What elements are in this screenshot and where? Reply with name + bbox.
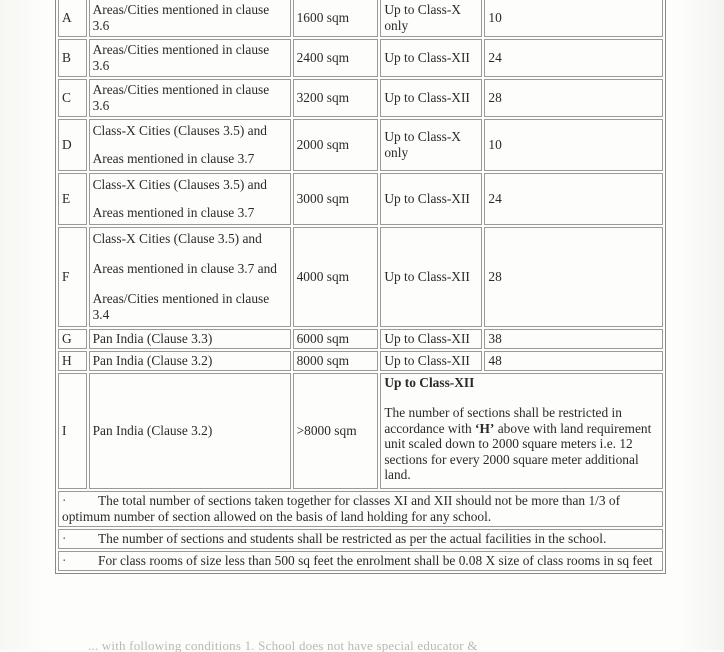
sections-restriction-note — [384, 405, 659, 483]
area-cell — [89, 79, 291, 117]
category-cell: H — [58, 351, 87, 371]
sections-cell: 24 — [484, 39, 663, 77]
table-row — [58, 0, 663, 37]
area-cell: Pan India (Clause 3.2) — [89, 351, 291, 371]
cut-off-footer-text: ... with following conditions 1. School does not have special educator & — [88, 638, 478, 652]
category-cell: A — [58, 0, 87, 37]
area-line: Areas/Cities mentioned in clause — [92, 42, 270, 57]
sections-cell: 10 — [484, 119, 663, 171]
note-text: The number of sections shall be restricted in accordance with — [384, 405, 622, 436]
bullet-icon: · — [62, 531, 67, 546]
classes-line: only — [384, 145, 409, 160]
note-cell — [58, 529, 663, 549]
line-gap — [93, 139, 287, 151]
bullet-icon: · — [62, 553, 67, 568]
line-gap — [93, 247, 287, 261]
classes-label: Up to Class-XII — [384, 375, 475, 390]
area-line: 3.6 — [92, 98, 110, 113]
category-cell: E — [58, 173, 87, 225]
table-row — [58, 79, 663, 117]
area-cell — [89, 0, 291, 37]
area-line: Class-X Cities (Clauses 3.5) and — [92, 123, 267, 138]
bullet-icon: · — [62, 493, 67, 508]
classes-cell: Up to Class-XII — [380, 173, 482, 225]
note-reference: ‘H’ — [475, 420, 495, 436]
land-norms-table — [55, 0, 666, 574]
category-cell: I — [58, 373, 87, 489]
land-cell: 3000 sqm — [293, 173, 379, 225]
area-cell — [89, 119, 291, 171]
table-row — [58, 329, 663, 349]
classes-cell — [380, 0, 482, 37]
area-line: Class-X Cities (Clauses 3.5) and — [92, 177, 267, 192]
note-cell — [58, 551, 663, 571]
sections-cell: 38 — [484, 329, 663, 349]
sections-cell: 48 — [484, 351, 663, 371]
table-row — [58, 119, 663, 171]
land-cell: 2400 sqm — [293, 39, 379, 77]
table-row — [58, 227, 663, 327]
area-line: 3.4 — [92, 307, 110, 322]
land-cell: 2000 sqm — [293, 119, 379, 171]
table-row — [58, 351, 663, 371]
table-row — [58, 39, 663, 77]
line-gap — [93, 193, 287, 205]
land-cell: >8000 sqm — [293, 373, 379, 489]
category-cell: C — [58, 79, 87, 117]
classes-note-cell — [380, 373, 663, 489]
note-text: The number of sections and students shall be restricted as per the actual facilities in the school. — [98, 531, 607, 546]
area-cell: Pan India (Clause 3.2) — [89, 373, 291, 489]
category-cell: D — [58, 119, 87, 171]
note-text: The total number of sections taken together for classes XI and XII should not be more than 1/3 of optimum number of section allowed on the basis of land holding for any school. — [62, 493, 621, 524]
land-cell: 1600 sqm — [293, 0, 379, 37]
sections-cell: 10 — [484, 0, 663, 37]
classes-cell: Up to Class-XII — [380, 351, 482, 371]
area-line: Areas/Cities mentioned in clause — [92, 82, 270, 97]
classes-cell — [380, 119, 482, 171]
area-line: Areas mentioned in clause 3.7 — [92, 205, 255, 220]
note-text: above with land requirement unit scaled down to 2000 square meters i.e. 12 sections for every 2000 square meter additional land. — [384, 420, 652, 483]
table-row — [58, 373, 663, 489]
line-gap — [93, 277, 287, 291]
classes-line: Up to Class-X — [384, 2, 461, 17]
land-cell: 8000 sqm — [293, 351, 379, 371]
sections-cell: 28 — [484, 227, 663, 327]
classes-cell: Up to Class-XII — [380, 79, 482, 117]
sections-cell: 24 — [484, 173, 663, 225]
land-cell: 4000 sqm — [293, 227, 379, 327]
sections-cell: 28 — [484, 79, 663, 117]
area-line: Areas/Cities mentioned in clause — [92, 2, 270, 17]
note-text: For class rooms of size less than 500 sq feet the enrolment shall be 0.08 X size of class rooms in sq feet — [98, 553, 653, 568]
classes-cell: Up to Class-XII — [380, 39, 482, 77]
area-line: 3.6 — [92, 58, 110, 73]
table-row — [58, 173, 663, 225]
category-cell: F — [58, 227, 87, 327]
area-cell — [89, 39, 291, 77]
area-line: Areas mentioned in clause 3.7 and — [92, 261, 277, 276]
area-cell — [89, 173, 291, 225]
area-line: Class-X Cities (Clause 3.5) and — [92, 231, 262, 246]
classes-line: Up to Class-X — [384, 129, 461, 144]
land-cell: 6000 sqm — [293, 329, 379, 349]
category-cell: B — [58, 39, 87, 77]
classes-cell: Up to Class-XII — [380, 329, 482, 349]
area-cell — [89, 227, 291, 327]
note-row — [58, 529, 663, 549]
land-cell: 3200 sqm — [293, 79, 379, 117]
category-cell: G — [58, 329, 87, 349]
area-line: Areas mentioned in clause 3.7 — [92, 151, 255, 166]
area-cell: Pan India (Clause 3.3) — [89, 329, 291, 349]
classes-line: only — [384, 18, 409, 33]
area-line: Areas/Cities mentioned in clause — [92, 291, 270, 306]
note-cell — [58, 491, 663, 527]
note-row — [58, 551, 663, 571]
area-line: 3.6 — [92, 18, 110, 33]
classes-cell: Up to Class-XII — [380, 227, 482, 327]
note-row — [58, 491, 663, 527]
